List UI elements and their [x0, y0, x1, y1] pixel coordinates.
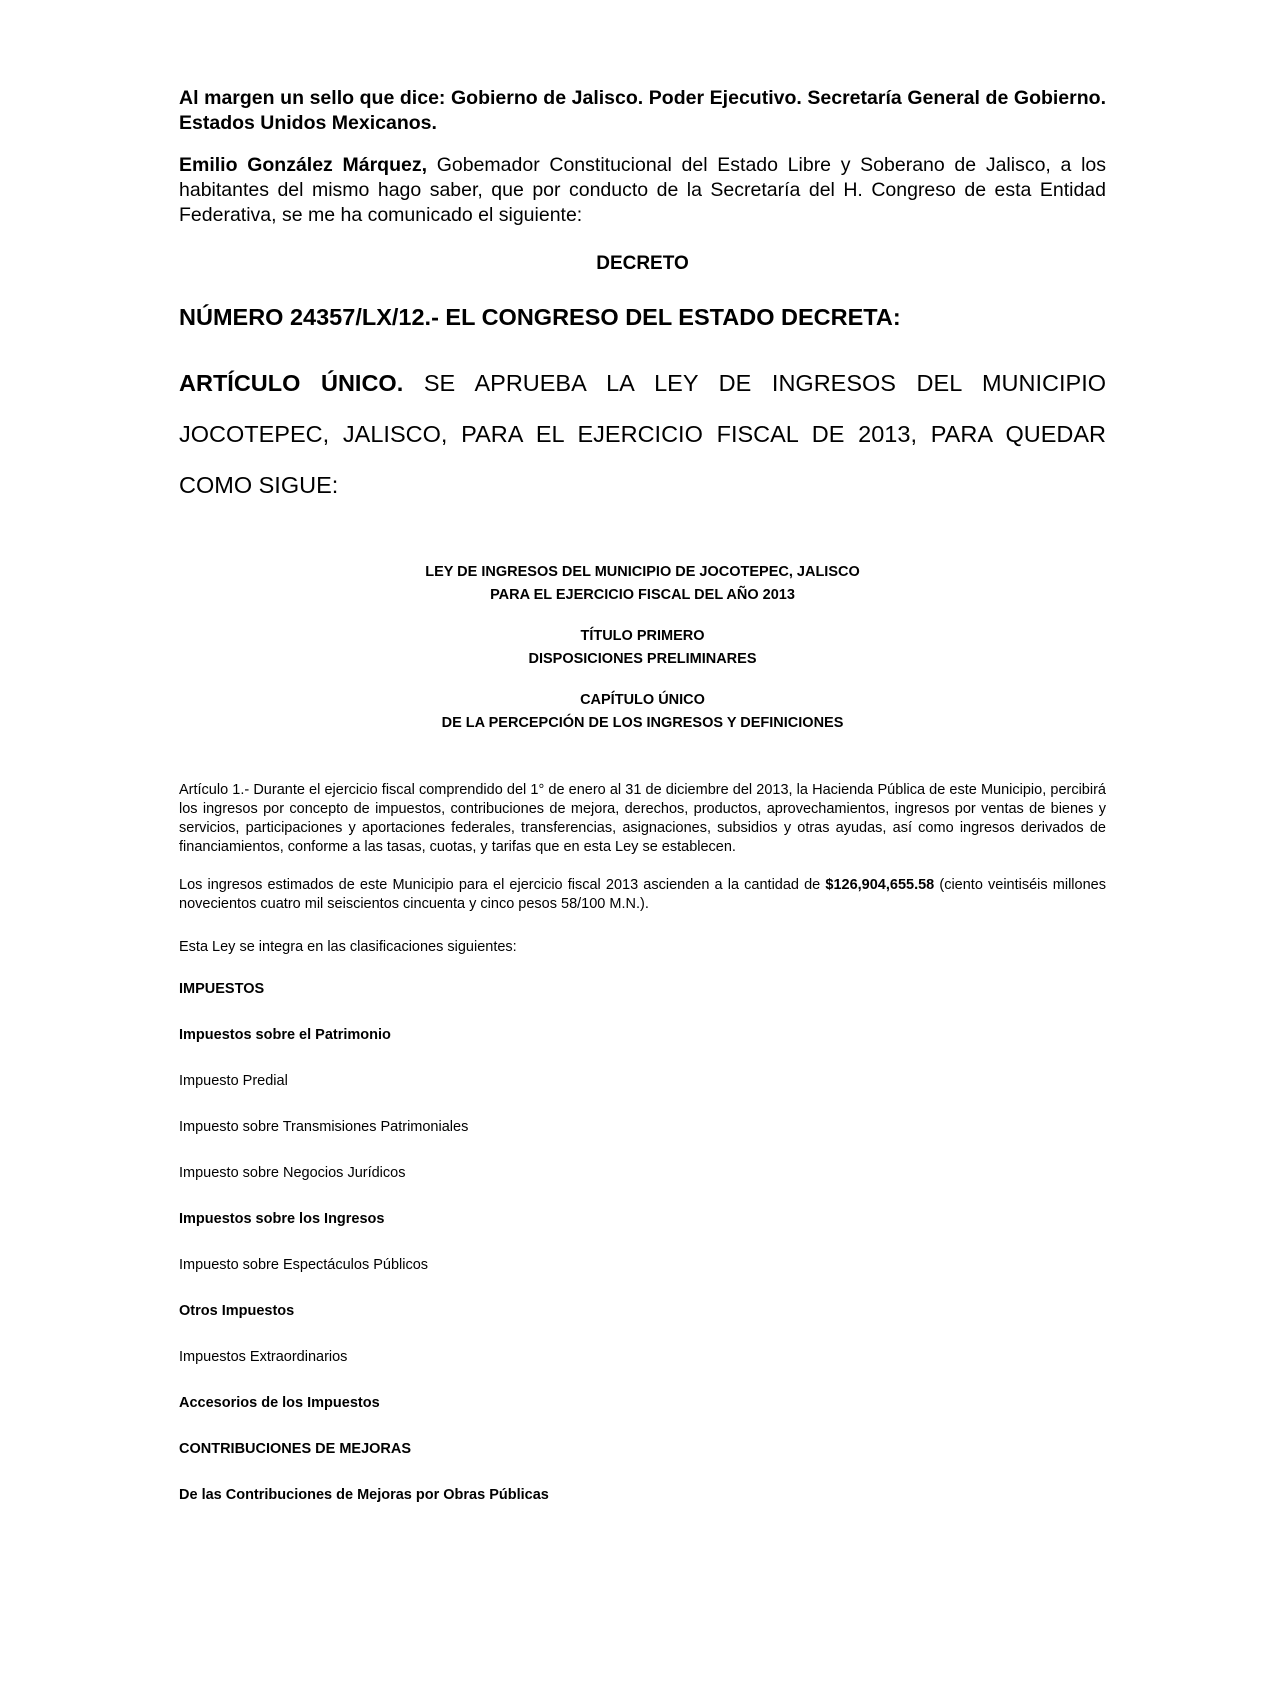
list-item: Impuestos sobre el Patrimonio: [179, 1027, 391, 1043]
capitulo-line2: DE LA PERCEPCIÓN DE LOS INGRESOS Y DEFINICIONES: [441, 715, 844, 731]
law-title: [179, 561, 1106, 607]
list-item: De las Contribuciones de Mejoras por Obras Públicas: [179, 1487, 549, 1503]
list-item: Otros Impuestos: [179, 1303, 295, 1319]
estimate-after: (ciento veintiséis millones novecientos cuatro mil seiscientos cincuenta y cinco pesos 58/100 M.N.).: [179, 877, 1106, 912]
article-unico-text: SE APRUEBA LA LEY DE INGRESOS DEL MUNICIPIO JOCOTEPEC, JALISCO, PARA EL EJERCICIO FISCAL DE 2013, PARA QUEDAR COMO SIGUE:: [179, 370, 1107, 498]
list-item: Impuestos Extraordinarios: [179, 1349, 348, 1365]
article-unico: [179, 358, 1106, 511]
decree-number: NÚMERO 24357/LX/12.- EL CONGRESO DEL ESTADO DECRETA:: [179, 304, 901, 330]
list-item: Impuestos sobre los Ingresos: [179, 1211, 385, 1227]
law-title-line1: LEY DE INGRESOS DEL MUNICIPIO DE JOCOTEPEC, JALISCO: [425, 564, 860, 580]
list-item: Impuesto sobre Transmisiones Patrimoniales: [179, 1119, 469, 1135]
document-page: [179, 86, 1106, 1532]
estimate-before: Los ingresos estimados de este Municipio para el ejercicio fiscal 2013 ascienden a la cantidad de: [179, 877, 826, 893]
titulo-line2: DISPOSICIONES PRELIMINARES: [528, 651, 757, 667]
estimate-amount: $126,904,655.58: [825, 877, 935, 893]
law-title-line2: PARA EL EJERCICIO FISCAL DEL AÑO 2013: [490, 587, 795, 603]
seal-note: Al margen un sello que dice: Gobierno de Jalisco. Poder Ejecutivo. Secretaría General de Gobierno. Estados Unidos Mexicanos.: [179, 87, 1106, 134]
governor-name: Emilio González Márquez,: [179, 154, 428, 176]
list-item: Impuesto Predial: [179, 1073, 288, 1089]
list-item: Impuesto sobre Negocios Jurídicos: [179, 1165, 406, 1181]
article-1: Artículo 1.- Durante el ejercicio fiscal comprendido del 1° de enero al 31 de diciembre del 2013, la Hacienda Pública de este Municipio, percibirá los ingresos por concepto de impuestos, contribuciones de mejora, derechos, productos, aprovechamientos, ingresos por ventas de bienes y servicios, participaciones y aportaciones federales, transferencias, asignaciones, subsidios y otras ayudas, así como ingresos derivados de financiamientos, conforme a las tasas, cuotas, y tarifas que en esta Ley se establecen.: [179, 782, 1106, 855]
decree-title: DECRETO: [596, 253, 689, 274]
capitulo-heading: [179, 689, 1106, 735]
article-unico-label: ARTÍCULO ÚNICO.: [179, 370, 404, 396]
estimated-income-paragraph: [179, 876, 1106, 914]
governor-paragraph: [179, 153, 1106, 228]
list-item: IMPUESTOS: [179, 981, 265, 997]
list-item: CONTRIBUCIONES DE MEJORAS: [179, 1441, 412, 1457]
classification-list: [179, 980, 1106, 1532]
classification-intro: Esta Ley se integra en las clasificaciones siguientes:: [179, 939, 517, 955]
titulo-heading: [179, 625, 1106, 671]
capitulo-line1: CAPÍTULO ÚNICO: [580, 692, 705, 708]
titulo-line1: TÍTULO PRIMERO: [580, 628, 705, 644]
governor-text: Gobemador Constitucional del Estado Libre y Soberano de Jalisco, a los habitantes del mismo hago saber, que por conducto de la Secretaría del H. Congreso de esta Entidad Federativa, se me ha comunicado el siguiente:: [179, 154, 1106, 226]
list-item: Impuesto sobre Espectáculos Públicos: [179, 1257, 429, 1273]
list-item: Accesorios de los Impuestos: [179, 1395, 380, 1411]
